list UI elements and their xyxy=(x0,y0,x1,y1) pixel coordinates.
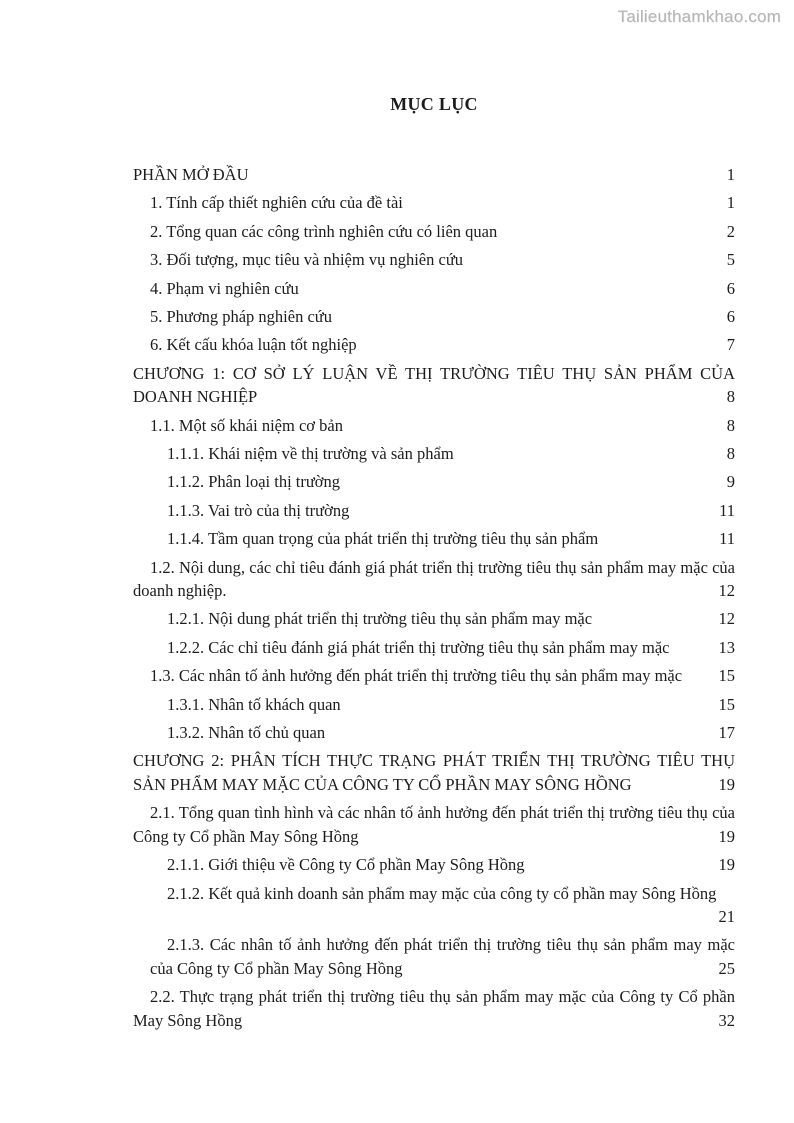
toc-entry xyxy=(133,414,735,438)
toc-entry-page: 17 xyxy=(718,723,735,743)
toc-entry-page: 7 xyxy=(726,335,735,355)
toc-entry-page: 8 xyxy=(726,415,735,435)
toc-entry-page: 11 xyxy=(719,500,735,520)
toc-entry-page: 6 xyxy=(726,278,735,298)
toc-entry-text: 4. Phạm vi nghiên cứu xyxy=(150,278,299,298)
toc-entry-text: 2.1.2. Kết quả kinh doanh sản phẩm may mặc của công ty cổ phần may Sông Hồng xyxy=(167,883,717,903)
toc-entry-text: 1.3.1. Nhân tố khách quan xyxy=(167,694,341,714)
toc-entry xyxy=(133,220,735,244)
toc-entry-text: 2.1.1. Giới thiệu về Công ty Cổ phần May Sông Hồng xyxy=(167,855,525,875)
toc-entry xyxy=(133,985,735,1032)
toc-entry-page: 11 xyxy=(719,529,735,549)
toc-entry-text: 1.2. Nội dung, các chỉ tiêu đánh giá phát triển thị trường tiêu thụ sản phẩm may mặc của doanh nghiệp. xyxy=(133,557,735,601)
toc-entry xyxy=(133,163,735,187)
toc-entry-text: CHƯƠNG 2: PHÂN TÍCH THỰC TRẠNG PHÁT TRIỂN THỊ TRƯỜNG TIÊU THỤ SẢN PHẨM MAY MẶC CỦA CÔNG TY CỔ PHẦN MAY SÔNG HỒNG xyxy=(133,751,735,794)
toc-entry-text: 2.1. Tổng quan tình hình và các nhân tố ảnh hưởng đến phát triển thị trường tiêu thụ của Công ty Cổ phần May Sông Hồng xyxy=(133,803,735,846)
toc-entry-page: 19 xyxy=(718,774,735,794)
toc-entry-text: 1. Tính cấp thiết nghiên cứu của đề tài xyxy=(150,193,403,213)
toc-entry-page: 1 xyxy=(726,165,735,184)
toc-entry xyxy=(133,191,735,215)
toc-entry-page: 19 xyxy=(718,826,735,846)
toc-entry xyxy=(133,277,735,301)
toc-entry-page: 5 xyxy=(726,250,735,270)
toc-entry xyxy=(133,933,735,980)
toc-entry xyxy=(133,248,735,272)
toc-entry-text: 1.3. Các nhân tố ảnh hưởng đến phát triển thị trường tiêu thụ sản phẩm may mặc xyxy=(150,666,683,686)
toc-entry-page: 8 xyxy=(726,387,735,407)
toc-entry-page: 15 xyxy=(718,666,735,686)
toc-entry-text: PHẦN MỞ ĐẦU xyxy=(133,165,249,184)
toc-entry-page: 6 xyxy=(726,306,735,326)
toc-list xyxy=(133,163,735,1032)
toc-entry-page: 1 xyxy=(726,193,735,213)
toc-entry-text: CHƯƠNG 1: CƠ SỞ LÝ LUẬN VỀ THỊ TRƯỜNG TIÊU THỤ SẢN PHẨM CỦA DOANH NGHIỆP xyxy=(133,363,735,407)
toc-entry-text: 1.1.2. Phân loại thị trường xyxy=(167,472,341,492)
toc-entry-page: 32 xyxy=(718,1010,735,1030)
toc-entry-text: 2.1.3. Các nhân tố ảnh hưởng đến phát triển thị trường tiêu thụ sản phẩm may mặc của Công ty Cổ phần May Sông Hồng xyxy=(150,935,735,978)
toc-entry xyxy=(133,853,735,877)
toc-entry-text: 6. Kết cấu khóa luận tốt nghiệp xyxy=(150,335,357,355)
toc-entry-text: 1.1.3. Vai trò của thị trường xyxy=(167,500,350,520)
toc-entry-page: 13 xyxy=(718,637,735,657)
toc-entry-text: 2.2. Thực trạng phát triển thị trường tiêu thụ sản phẩm may mặc của Công ty Cổ phần May Sông Hồng xyxy=(133,987,735,1030)
toc-entry-text: 1.1.4. Tầm quan trọng của phát triển thị trường tiêu thụ sản phẩm xyxy=(167,529,599,549)
toc-entry-text: 5. Phương pháp nghiên cứu xyxy=(150,306,332,326)
toc-entry xyxy=(133,333,735,357)
toc-entry xyxy=(133,556,735,603)
toc-entry-text: 3. Đối tượng, mục tiêu và nhiệm vụ nghiên cứu xyxy=(150,250,464,270)
toc-entry xyxy=(133,721,735,745)
page-title: MỤC LỤC xyxy=(390,94,478,114)
toc-entry xyxy=(133,693,735,717)
toc-entry xyxy=(133,636,735,660)
toc-entry-text: 1.2.2. Các chỉ tiêu đánh giá phát triển thị trường tiêu thụ sản phẩm may mặc xyxy=(167,637,670,657)
toc-entry xyxy=(133,801,735,848)
watermark: Tailieuthamkhao.com xyxy=(617,7,781,26)
toc-entry xyxy=(133,362,735,409)
toc-entry-page: 8 xyxy=(726,444,735,464)
toc-entry-page: 2 xyxy=(726,221,735,241)
toc-entry-text: 1.1.1. Khái niệm về thị trường và sản phẩm xyxy=(167,444,454,464)
toc-entry-page: 12 xyxy=(718,581,735,601)
toc-entry xyxy=(133,527,735,551)
toc-entry-text: 1.3.2. Nhân tố chủ quan xyxy=(167,723,326,743)
toc-entry-page: 9 xyxy=(726,472,735,492)
toc-entry-page: 15 xyxy=(718,694,735,714)
toc-entry xyxy=(133,442,735,466)
toc-entry-page: 19 xyxy=(718,855,735,875)
toc-entry xyxy=(133,499,735,523)
toc-entry xyxy=(133,470,735,494)
toc-entry xyxy=(133,882,735,929)
toc-entry-page: 12 xyxy=(718,609,735,629)
toc-entry xyxy=(133,749,735,796)
toc-entry-page: 21 xyxy=(718,907,735,927)
toc-entry xyxy=(133,664,735,688)
toc-entry-text: 1.1. Một số khái niệm cơ bản xyxy=(150,415,343,435)
toc-entry-text: 2. Tổng quan các công trình nghiên cứu có liên quan xyxy=(150,221,498,241)
toc-entry-page: 25 xyxy=(718,958,735,978)
toc-entry xyxy=(133,607,735,631)
toc-entry-text: 1.2.1. Nội dung phát triển thị trường tiêu thụ sản phẩm may mặc xyxy=(167,609,593,629)
toc-entry xyxy=(133,305,735,329)
